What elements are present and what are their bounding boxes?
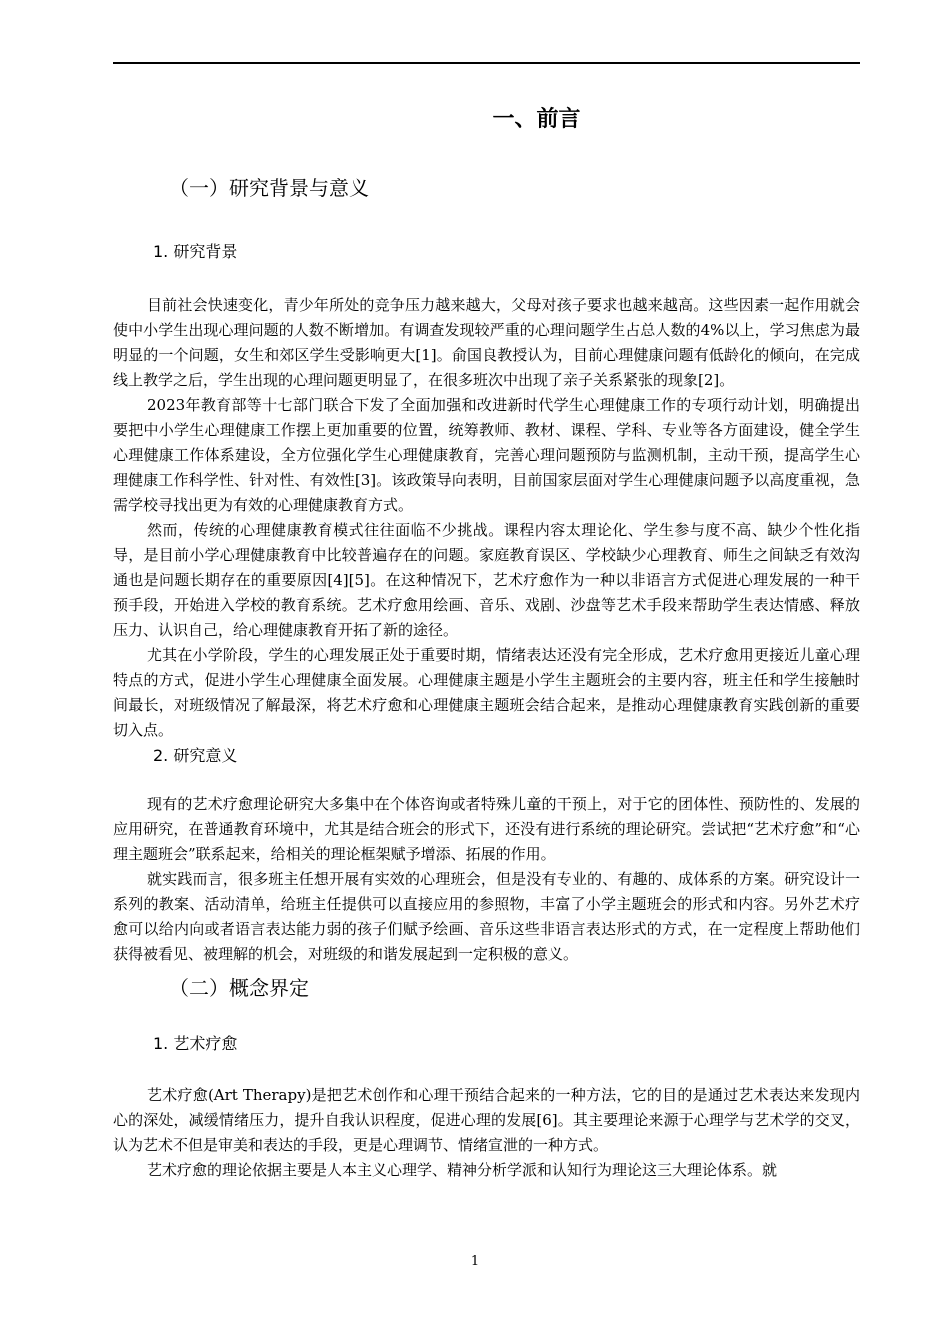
- subsection-heading-art-therapy: 1. 艺术疗愈: [153, 1034, 238, 1053]
- paragraph: 现有的艺术疗愈理论研究大多集中在个体咨询或者特殊儿童的干预上，对于它的团体性、预防性的、发展的应用研究，在普通教育环境中，尤其是结合班会的形式下，还没有进行系统的理论研究。尝试把“艺术疗愈”和“心理主题班会”联系起来，给相关的理论框架赋予增添、拓展的作用。: [113, 795, 860, 863]
- background-paragraphs: [113, 293, 860, 743]
- page-content: [113, 100, 860, 1183]
- page-number: 1: [470, 1254, 480, 1269]
- subsection-heading-significance: 2. 研究意义: [153, 746, 238, 765]
- section-heading-definitions: （二）概念界定: [169, 976, 309, 1000]
- paragraph: 艺术疗愈的理论依据主要是人本主义心理学、精神分析学派和认知行为理论这三大理论体系。就: [147, 1161, 778, 1179]
- art-therapy-paragraphs: [113, 1083, 860, 1183]
- paragraph: 艺术疗愈(Art Therapy)是把艺术创作和心理干预结合起来的一种方法，它的目的是通过艺术表达来发现内心的深处，减缓情绪压力，提升自我认识程度，促进心理的发展[6]。其主要理论来源于心理学与艺术学的交叉，认为艺术不但是审美和表达的手段，更是心理调节、情绪宣泄的一种方式。: [113, 1086, 860, 1154]
- paragraph: 尤其在小学阶段，学生的心理发展正处于重要时期，情绪表达还没有完全形成，艺术疗愈用更接近儿童心理特点的方式，促进小学生心理健康全面发展。心理健康主题是小学生主题班会的主要内容，班主任和学生接触时间最长，对班级情况了解最深，将艺术疗愈和心理健康主题班会结合起来，是推动心理健康教育实践创新的重要切入点。: [113, 646, 860, 739]
- chapter-heading: 一、前言: [492, 107, 581, 132]
- paragraph: 就实践而言，很多班主任想开展有实效的心理班会，但是没有专业的、有趣的、成体系的方案。研究设计一系列的教案、活动清单，给班主任提供可以直接应用的参照物，丰富了小学主题班会的形式和内容。另外艺术疗愈可以给内向或者语言表达能力弱的孩子们赋予绘画、音乐这些非语言表达形式的方式，在一定程度上帮助他们获得被看见、被理解的机会，对班级的和谐发展起到一定积极的意义。: [113, 870, 860, 963]
- header-rule: [113, 62, 860, 64]
- significance-paragraphs: [113, 792, 860, 967]
- paragraph: 2023年教育部等十七部门联合下发了全面加强和改进新时代学生心理健康工作的专项行动计划，明确提出要把中小学生心理健康工作摆上更加重要的位置，统筹教师、教材、课程、学科、专业等各方面建设，健全学生心理健康工作体系建设，全方位强化学生心理健康教育，完善心理问题预防与监测机制，主动干预，提高学生心理健康工作科学性、针对性、有效性[3]。该政策导向表明，目前国家层面对学生心理健康问题予以高度重视，急需学校寻找出更为有效的心理健康教育方式。: [113, 396, 860, 514]
- section-heading-background: （一）研究背景与意义: [169, 176, 369, 200]
- paragraph: 目前社会快速变化，青少年所处的竞争压力越来越大，父母对孩子要求也越来越高。这些因素一起作用就会使中小学生出现心理问题的人数不断增加。有调查发现较严重的心理问题学生占总人数的4%以上，学习焦虑为最明显的一个问题，女生和郊区学生受影响更大[1]。俞国良教授认为，目前心理健康问题有低龄化的倾向，在完成线上教学之后，学生出现的心理问题更明显了，在很多班次中出现了亲子关系紧张的现象[2]。: [113, 296, 860, 389]
- subsection-heading-background: 1. 研究背景: [153, 242, 238, 261]
- paragraph: 然而，传统的心理健康教育模式往往面临不少挑战。课程内容太理论化、学生参与度不高、缺少个性化指导，是目前小学心理健康教育中比较普遍存在的问题。家庭教育误区、学校缺少心理教育、师生之间缺乏有效沟通也是问题长期存在的重要原因[4][5]。在这种情况下，艺术疗愈作为一种以非语言方式促进心理发展的一种干预手段，开始进入学校的教育系统。艺术疗愈用绘画、音乐、戏剧、沙盘等艺术手段来帮助学生表达情感、释放压力、认识自己，给心理健康教育开拓了新的途径。: [113, 521, 860, 639]
